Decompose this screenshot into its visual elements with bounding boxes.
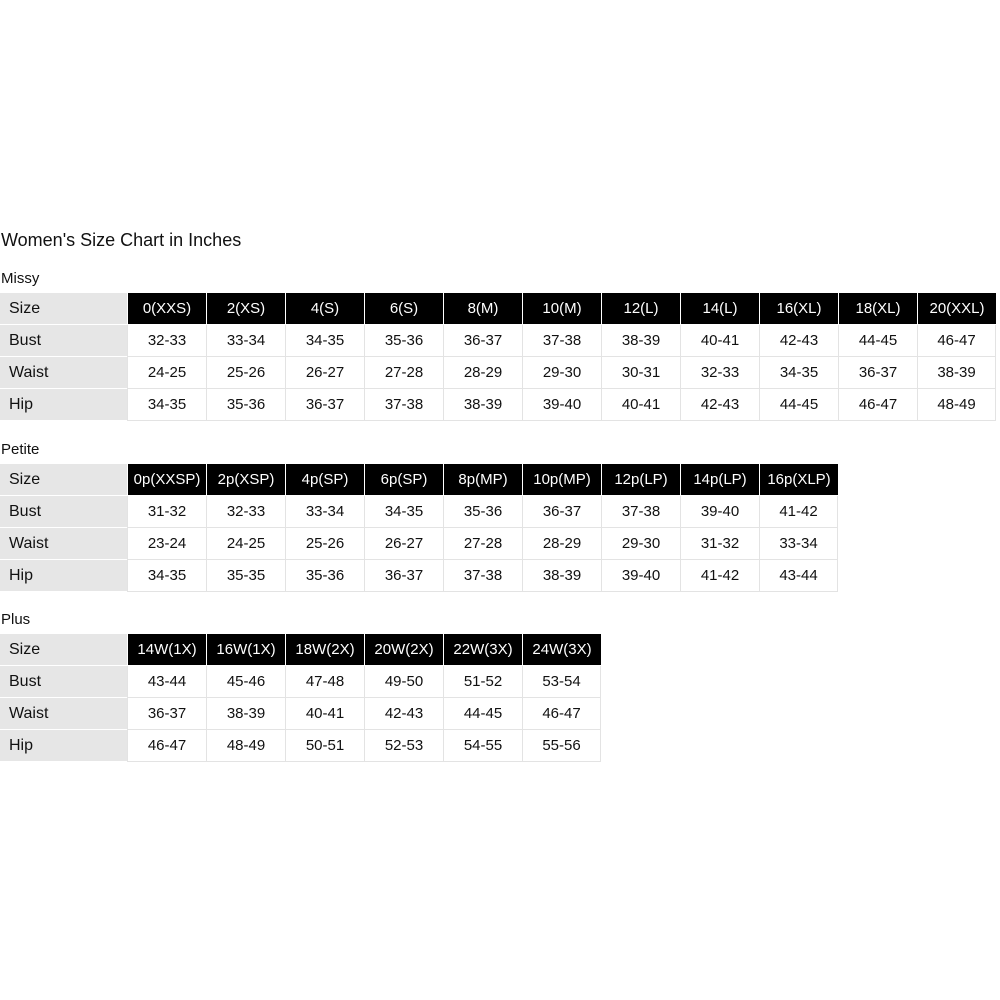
- size-header-cell: 14p(LP): [680, 464, 759, 496]
- measurement-cell: 26-27: [285, 357, 364, 389]
- section-title: Plus: [1, 611, 31, 628]
- size-header-cell: 16W(1X): [206, 634, 285, 666]
- measurement-row: [0, 357, 996, 389]
- size-table-missy: [0, 293, 996, 421]
- row-label: Size: [0, 634, 127, 666]
- size-header-cell: 2p(XSP): [206, 464, 285, 496]
- measurement-cell: 39-40: [680, 496, 759, 528]
- size-header-cell: 6p(SP): [364, 464, 443, 496]
- section-title: Petite: [1, 441, 40, 458]
- measurement-cell: 26-27: [364, 528, 443, 560]
- measurement-cell: 36-37: [364, 560, 443, 592]
- measurement-cell: 46-47: [838, 389, 917, 421]
- measurement-row: [0, 528, 838, 560]
- measurement-cell: 27-28: [443, 528, 522, 560]
- measurement-cell: 53-54: [522, 666, 601, 698]
- size-header-cell: 4(S): [285, 293, 364, 325]
- measurement-cell: 54-55: [443, 730, 522, 762]
- measurement-cell: 49-50: [364, 666, 443, 698]
- measurement-cell: 45-46: [206, 666, 285, 698]
- measurement-cell: 24-25: [206, 528, 285, 560]
- measurement-cell: 38-39: [443, 389, 522, 421]
- measurement-cell: 41-42: [680, 560, 759, 592]
- measurement-cell: 32-33: [127, 325, 206, 357]
- size-header-cell: 2(XS): [206, 293, 285, 325]
- measurement-cell: 36-37: [522, 496, 601, 528]
- row-label: Size: [0, 464, 127, 496]
- size-header-cell: 12p(LP): [601, 464, 680, 496]
- size-header-cell: 12(L): [601, 293, 680, 325]
- section-missy: [0, 270, 996, 421]
- measurement-cell: 50-51: [285, 730, 364, 762]
- row-label: Hip: [0, 560, 127, 592]
- measurement-cell: 40-41: [680, 325, 759, 357]
- measurement-row: [0, 325, 996, 357]
- size-header-cell: 16(XL): [759, 293, 838, 325]
- measurement-cell: 32-33: [680, 357, 759, 389]
- measurement-cell: 46-47: [917, 325, 996, 357]
- row-label: Waist: [0, 698, 127, 730]
- measurement-cell: 44-45: [759, 389, 838, 421]
- measurement-cell: 46-47: [127, 730, 206, 762]
- measurement-cell: 33-34: [206, 325, 285, 357]
- measurement-cell: 55-56: [522, 730, 601, 762]
- measurement-cell: 43-44: [127, 666, 206, 698]
- measurement-cell: 30-31: [601, 357, 680, 389]
- measurement-cell: 32-33: [206, 496, 285, 528]
- row-label: Bust: [0, 496, 127, 528]
- measurement-cell: 27-28: [364, 357, 443, 389]
- measurement-cell: 37-38: [601, 496, 680, 528]
- row-label: Size: [0, 293, 127, 325]
- measurement-cell: 42-43: [364, 698, 443, 730]
- measurement-cell: 47-48: [285, 666, 364, 698]
- measurement-cell: 37-38: [364, 389, 443, 421]
- size-header-cell: 4p(SP): [285, 464, 364, 496]
- measurement-row: [0, 666, 601, 698]
- measurement-cell: 25-26: [206, 357, 285, 389]
- measurement-cell: 46-47: [522, 698, 601, 730]
- size-header-cell: 14(L): [680, 293, 759, 325]
- measurement-cell: 51-52: [443, 666, 522, 698]
- measurement-cell: 25-26: [285, 528, 364, 560]
- measurement-cell: 33-34: [285, 496, 364, 528]
- measurement-row: [0, 389, 996, 421]
- measurement-cell: 42-43: [759, 325, 838, 357]
- measurement-row: [0, 560, 838, 592]
- measurement-cell: 24-25: [127, 357, 206, 389]
- measurement-cell: 40-41: [601, 389, 680, 421]
- size-header-cell: 18W(2X): [285, 634, 364, 666]
- measurement-cell: 36-37: [127, 698, 206, 730]
- section-petite: [0, 441, 838, 592]
- measurement-cell: 44-45: [443, 698, 522, 730]
- row-label: Waist: [0, 357, 127, 389]
- measurement-cell: 52-53: [364, 730, 443, 762]
- row-label: Waist: [0, 528, 127, 560]
- measurement-cell: 38-39: [917, 357, 996, 389]
- measurement-cell: 43-44: [759, 560, 838, 592]
- chart-title: Women's Size Chart in Inches: [1, 230, 242, 250]
- size-header-cell: 6(S): [364, 293, 443, 325]
- size-header-row: [0, 634, 601, 666]
- measurement-cell: 48-49: [917, 389, 996, 421]
- measurement-cell: 39-40: [601, 560, 680, 592]
- size-header-cell: 20W(2X): [364, 634, 443, 666]
- measurement-row: [0, 730, 601, 762]
- measurement-cell: 48-49: [206, 730, 285, 762]
- size-header-cell: 14W(1X): [127, 634, 206, 666]
- row-label: Hip: [0, 730, 127, 762]
- measurement-cell: 36-37: [285, 389, 364, 421]
- measurement-cell: 35-36: [364, 325, 443, 357]
- measurement-cell: 29-30: [522, 357, 601, 389]
- measurement-cell: 38-39: [601, 325, 680, 357]
- size-header-row: [0, 464, 838, 496]
- size-header-cell: 8p(MP): [443, 464, 522, 496]
- size-table-petite: [0, 464, 838, 592]
- measurement-cell: 44-45: [838, 325, 917, 357]
- measurement-cell: 33-34: [759, 528, 838, 560]
- measurement-cell: 34-35: [285, 325, 364, 357]
- measurement-cell: 41-42: [759, 496, 838, 528]
- measurement-cell: 28-29: [522, 528, 601, 560]
- measurement-cell: 35-36: [285, 560, 364, 592]
- measurement-cell: 37-38: [443, 560, 522, 592]
- measurement-cell: 37-38: [522, 325, 601, 357]
- size-header-cell: 8(M): [443, 293, 522, 325]
- measurement-cell: 23-24: [127, 528, 206, 560]
- measurement-cell: 31-32: [127, 496, 206, 528]
- size-header-cell: 24W(3X): [522, 634, 601, 666]
- measurement-cell: 36-37: [838, 357, 917, 389]
- size-header-cell: 0(XXS): [127, 293, 206, 325]
- row-label: Bust: [0, 666, 127, 698]
- measurement-cell: 31-32: [680, 528, 759, 560]
- measurement-cell: 42-43: [680, 389, 759, 421]
- measurement-cell: 36-37: [443, 325, 522, 357]
- row-label: Bust: [0, 325, 127, 357]
- measurement-cell: 34-35: [364, 496, 443, 528]
- measurement-cell: 34-35: [759, 357, 838, 389]
- section-plus: [0, 611, 601, 762]
- measurement-cell: 34-35: [127, 560, 206, 592]
- size-header-cell: 10(M): [522, 293, 601, 325]
- measurement-cell: 38-39: [206, 698, 285, 730]
- size-header-cell: 20(XXL): [917, 293, 996, 325]
- size-header-cell: 16p(XLP): [759, 464, 838, 496]
- row-label: Hip: [0, 389, 127, 421]
- measurement-cell: 38-39: [522, 560, 601, 592]
- size-header-cell: 10p(MP): [522, 464, 601, 496]
- section-title: Missy: [1, 270, 40, 287]
- measurement-cell: 34-35: [127, 389, 206, 421]
- measurement-cell: 35-35: [206, 560, 285, 592]
- measurement-row: [0, 496, 838, 528]
- measurement-row: [0, 698, 601, 730]
- measurement-cell: 28-29: [443, 357, 522, 389]
- measurement-cell: 29-30: [601, 528, 680, 560]
- measurement-cell: 39-40: [522, 389, 601, 421]
- measurement-cell: 35-36: [443, 496, 522, 528]
- size-header-cell: 22W(3X): [443, 634, 522, 666]
- size-header-row: [0, 293, 996, 325]
- measurement-cell: 40-41: [285, 698, 364, 730]
- size-header-cell: 0p(XXSP): [127, 464, 206, 496]
- size-table-plus: [0, 634, 601, 762]
- size-header-cell: 18(XL): [838, 293, 917, 325]
- measurement-cell: 35-36: [206, 389, 285, 421]
